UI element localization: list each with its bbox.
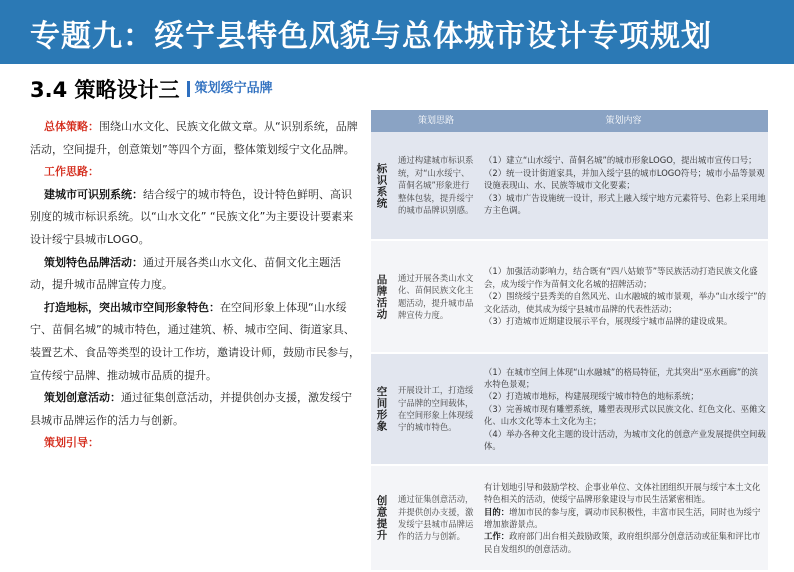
table-row (371, 132, 768, 241)
table-row (371, 466, 768, 572)
creative-activities-paragraph: 策划创意活动：通过征集创意活动，并提供创办支援，激发绥宁县城市品牌运作的活力与创新。 (30, 391, 352, 427)
strategy-table (371, 110, 768, 572)
row-idea: 通过开展各类山水文化、苗侗民族文化主题活动，提升城市品牌宣传力度。 (398, 272, 474, 320)
row-content: 有计划地引导和鼓励学校、企事业单位、文体社团组织开展与绥宁本土文化特色相关的活动，使绥宁品牌形象建设与市民生活紧密相连。 目的：增加市民的参与度，调动市民积极性，丰富市民生活，同时也为绥宁增加旅游景点。 工作：政府部门出台相关鼓励政策，政府组织部分创意活动或征集和评比市民自发组织的创意活动。 (484, 481, 761, 554)
row-label: 空间形象 (375, 386, 388, 432)
planning-guidance-heading: 策划引导： (44, 436, 99, 450)
row-idea: 开展设计工，打造绥宁品牌的空间载体，在空间形象上体现绥宁的城市特色。 (398, 385, 474, 433)
table-row (371, 241, 768, 354)
overall-strategy: 总体策略：围绕山水文化、民族文化做文章。从“识别系统，品牌活动，空间提升，创意策划”等四个方面，整体策划绥宁文化品牌。 (30, 120, 358, 156)
table-header (371, 110, 768, 132)
identity-system-paragraph: 建城市可识别系统：结合绥宁的城市特色，设计特色鲜明、高识别度的城市标识系统。以“山水文化” “民族文化”为主要设计要素来设计绥宁县城市LOGO。 (30, 187, 354, 246)
column-header-content: 策划内容 (605, 116, 642, 126)
strategy-text (30, 116, 362, 455)
header-banner (0, 0, 794, 64)
row-label: 标识系统 (375, 162, 388, 209)
row-content: （1）加强活动影响力，结合既有“四八姑娘节”等民族活动打造民族文化盛会，成为绥宁作为苗侗文化名城的招牌活动； （2）围绕绥宁县秀美的自然风光、山水融城的城市景观，举办“山水绥宁”的文化活动，使其成为绥宁县城市品牌的代表性活动； （3）打造城市近期建设展示平台，展现绥宁城市品牌的建设成果。 (484, 266, 767, 327)
work-approach-heading: 工作思路： (44, 165, 99, 179)
row-content: （1）建立“山水绥宁、苗侗名城”的城市形象LOGO，提出城市宣传口号； （2）统一设计街道家具，并加入绥宁县的城市LOGO符号；城市小品等景观设施表现山、水、民族等城市文化要素； （3）城市广告设施统一设计，形式上融入绥宁地方元素符号、色彩上采用地方主色调。 (484, 155, 766, 216)
brand-activities-paragraph: 策划特色品牌活动：通过开展各类山水文化、苗侗文化主题活动，提升城市品牌宣传力度。 (30, 255, 341, 292)
table-row (371, 354, 768, 466)
section-subtitle: 策划绥宁品牌 (187, 81, 273, 97)
section-title: 3.4 策略设计三 (30, 78, 180, 102)
page-title: 专题九：绥宁县特色风貌与总体城市设计专项规划 (30, 19, 712, 54)
row-label: 创意提升 (375, 495, 388, 541)
row-idea: 通过征集创意活动，并提供创办支援，激发绥宁县城市品牌运作的活力与创新。 (398, 494, 474, 542)
section-heading (30, 74, 273, 102)
column-header-idea: 策划思路 (417, 116, 454, 126)
row-idea: 通过构建城市标识系统，对“山水绥宁、苗侗名城”形象进行整体包装，提升绥宁的城市品牌识别感。 (398, 155, 474, 216)
landmark-paragraph: 打造地标，突出城市空间形象特色：在空间形象上体现“山水绥宁、苗侗名城”的城市特色，通过建筑、桥、城市空间、街道家具、装置艺术、食品等类型的设计工作坊，邀请设计师，鼓励市民参与，宣传绥宁品牌、推动城市品质的提升。 (30, 300, 360, 382)
row-label: 品牌活动 (375, 273, 388, 320)
row-content: （1）在城市空间上体现“山水融城”的格局特征，尤其突出“巫水画廊”的滨水特色景观； （2）打造城市地标，构建展现绥宁城市特色的地标系统； （3）完善城市现有雕塑系统，雕塑表现形式以民族文化、红色文化、巫傩文化、山水文化等本土文化为主； （4）举办各种文化主题的设计活动，为城市文化的创意产业发展提供空间载体。 (484, 366, 766, 452)
